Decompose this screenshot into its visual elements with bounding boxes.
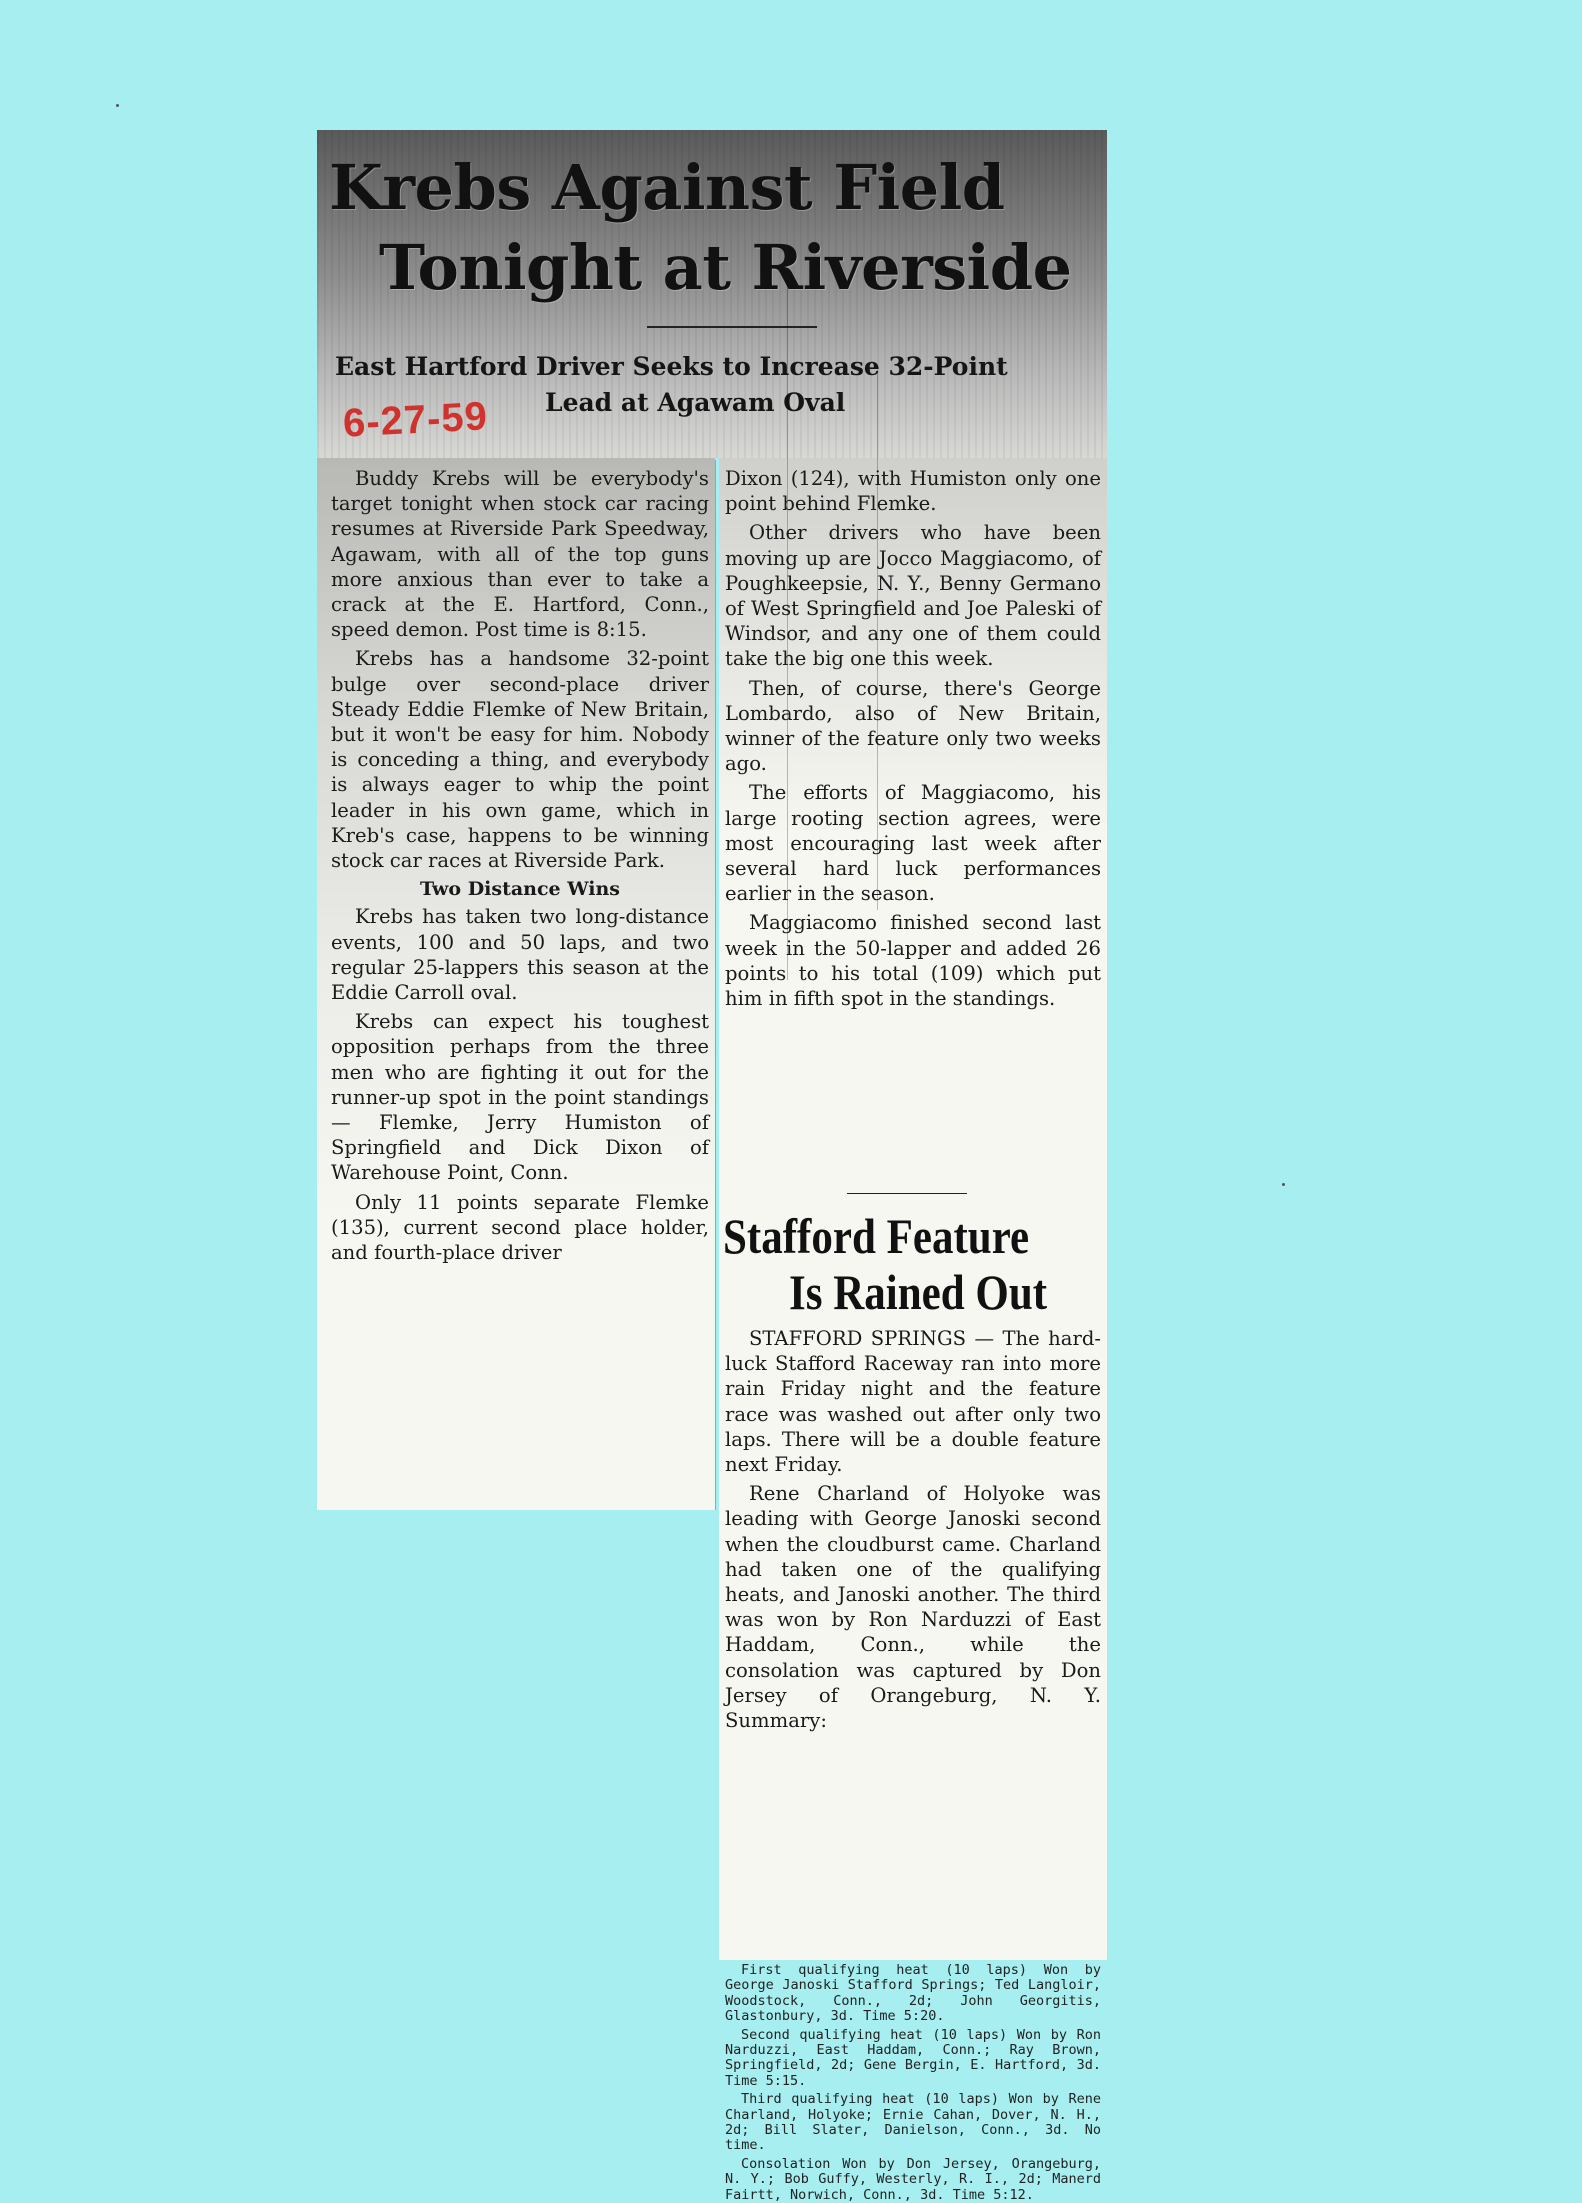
paragraph: Krebs has a handsome 32-point bulge over second-place driver Steady Eddie Flemke of New Britain, but it won't be easy for him. Nobody is conceding a thing, and everybody is always eager to whip the point leader in his own game, which in Kreb's case, happens to be winning stock car races at Riverside Park. [331, 647, 709, 873]
scan-line [715, 460, 716, 1510]
story2-headline-line-1: Stafford Feature [723, 1208, 1030, 1264]
paragraph: STAFFORD SPRINGS — The hard-luck Stafford Raceway ran into more rain Friday night and the feature race was washed out after only two laps. There will be a double feature next Friday. [725, 1327, 1101, 1477]
headline-line-2: Tonight at Riverside [379, 231, 1072, 304]
paragraph: Only 11 points separate Flemke (135), current second place holder, and fourth-place driver [331, 1190, 709, 1265]
paragraph: Then, of course, there's George Lombardo, also of New Britain, winner of the feature only two weeks ago. [725, 676, 1101, 776]
race-summary [725, 1963, 1101, 2203]
right-column-top [719, 458, 1107, 1960]
summary-entry: Third qualifying heat (10 laps) Won by Rene Charland, Holyoke; Ernie Cahan, Dover, N. H., 2d; Bill Slater, Danielson, Conn., 3d. No time. [725, 2091, 1101, 2154]
headline-rule [647, 326, 817, 328]
right-column [719, 458, 1107, 2203]
section-subtitle: Two Distance Wins [420, 878, 620, 901]
story2-text [725, 1326, 1101, 1733]
summary-entry: First qualifying heat (10 laps) Won by George Janoski Stafford Springs; Ted Langloir, Woodstock, Conn., 2d; John Georgitis, Glastonbury, 3d. Time 5:20. [725, 1962, 1101, 2025]
paragraph: Maggiacomo finished second last week in the 50-lapper and added 26 points to his total (109) which put him in fifth spot in the standings. [725, 911, 1101, 1011]
paragraph: Rene Charland of Holyoke was leading with George Janoski second when the cloudburst came. Charland had taken one of the qualifying heats, and Janoski another. The third was won by Ron Narduzzi of East Haddam, Conn., while the consolation was captured by Don Jersey of Orangeburg, N. Y. Summary: [725, 1482, 1101, 1733]
headline-line-1: Krebs Against Field [329, 151, 1005, 224]
left-column [317, 458, 715, 1510]
subhead-line-2: Lead at Agawam Oval [545, 388, 846, 417]
paragraph: Other drivers who have been moving up are Jocco Maggiacomo, of Poughkeepsie, N. Y., Benny Germano of West Springfield and Joe Paleski of Windsor, and any one of them could take the big one this week. [725, 521, 1101, 671]
scan-line [877, 370, 878, 910]
paragraph: Krebs can expect his toughest opposition perhaps from the three men who are fighting it out for the runner-up spot in the point standings — Flemke, Jerry Humiston of Springfield and Dick Dixon of Warehouse Point, Conn. [331, 1010, 709, 1185]
newspaper-clipping [317, 130, 1107, 2203]
paragraph: Dixon (124), with Humiston only one point behind Flemke. [725, 467, 1101, 516]
paragraph: The efforts of Maggiacomo, his large rooting section agrees, were most encouraging last week after several hard luck performances earlier in the season. [725, 781, 1101, 906]
story2-headline-line-2: Is Rained Out [789, 1264, 1048, 1320]
left-column-text [331, 466, 709, 1265]
paragraph: Buddy Krebs will be everybody's target tonight when stock car racing resumes at Riverside Park Speedway, Agawam, with all of the top guns more anxious than ever to take a crack at the E. Hartford, Conn., speed demon. Post time is 8:15. [331, 467, 709, 642]
handwritten-date: 6-27-59 [341, 394, 489, 446]
story-divider [847, 1193, 967, 1194]
headline-block [317, 130, 1107, 458]
scan-line [787, 280, 788, 980]
paragraph: Krebs has taken two long-distance events, 100 and 50 laps, and two regular 25-lappers this season at the Eddie Carroll oval. [331, 905, 709, 1005]
subhead-line-1: East Hartford Driver Seeks to Increase 32-Point [335, 352, 1008, 381]
speck-right [1282, 1183, 1285, 1186]
summary-entry: Second qualifying heat (10 laps) Won by Ron Narduzzi, East Haddam, Conn.; Ray Brown, Springfield, 2d; Gene Bergin, E. Hartford, 3d. Time 5:15. [725, 2026, 1101, 2089]
summary-entry: Consolation Won by Don Jersey, Orangeburg, N. Y.; Bob Guffy, Westerly, R. I., 2d; Manerd Fairtt, Norwich, Conn., 3d. Time 5:12. [725, 2155, 1101, 2203]
right-column-text [725, 466, 1101, 1011]
speck-top-left [116, 104, 119, 107]
